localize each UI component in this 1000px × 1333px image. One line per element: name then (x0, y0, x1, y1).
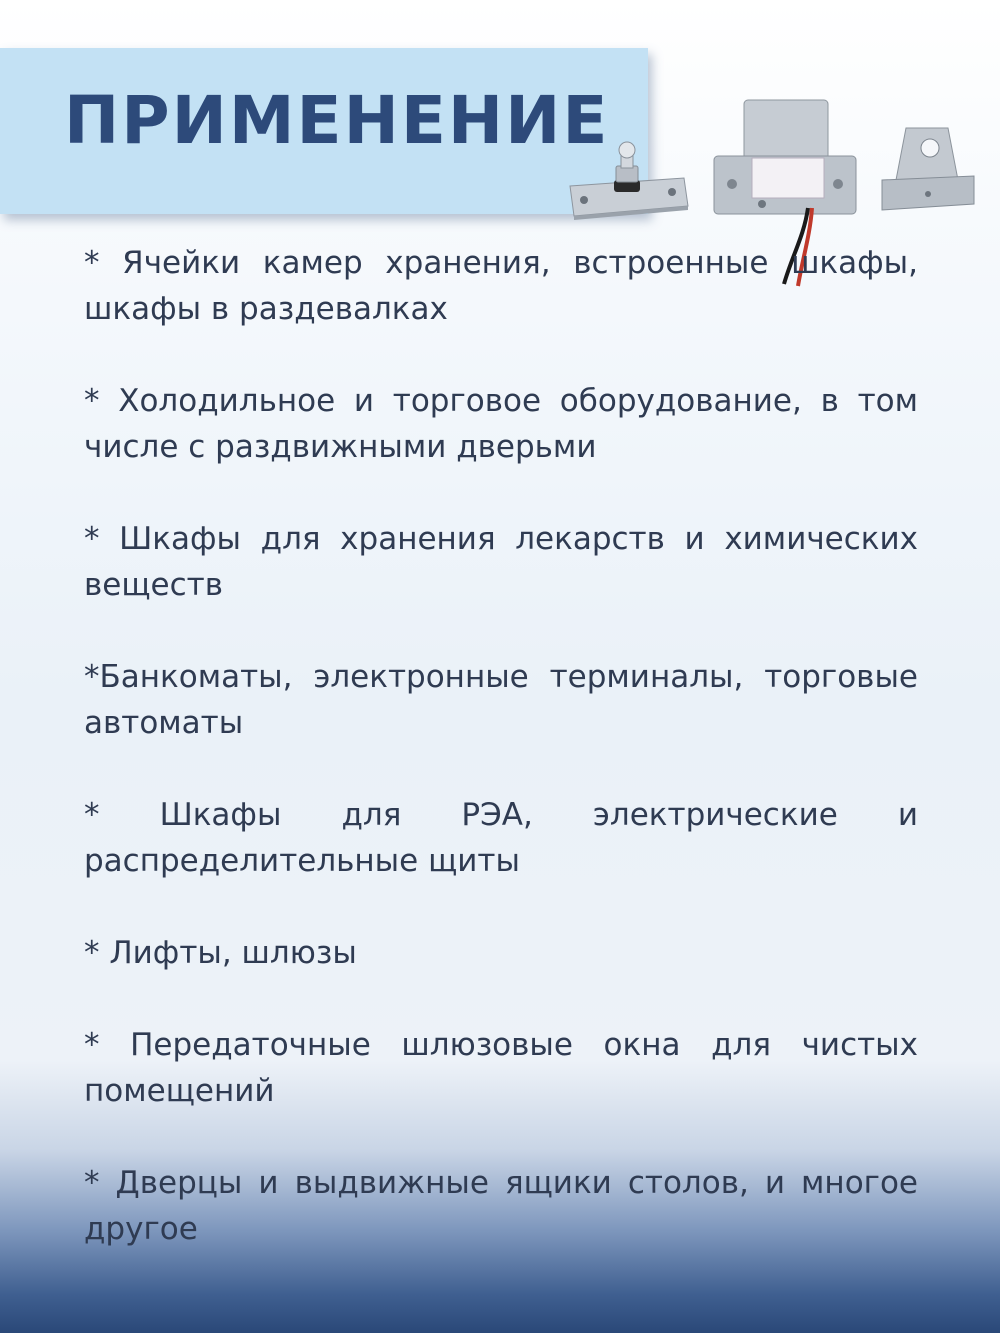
application-list (84, 240, 918, 1298)
list-item: * Передаточные шлюзовые окна для чистых помещений (84, 1027, 918, 1109)
list-item: * Холодильное и торговое оборудование, в том числе с раздвижными дверьми (84, 383, 918, 465)
list-item: *Банкоматы, электронные терминалы, торговые автоматы (84, 659, 918, 741)
pin-bracket-icon (566, 140, 690, 222)
list-item: * Ячейки камер хранения, встроенные шкафы, шкафы в раздевалках (84, 245, 918, 327)
list-item: * Шкафы для РЭА, электрические и распределительные щиты (84, 797, 918, 879)
list-item: * Дверцы и выдвижные ящики столов, и многое другое (84, 1165, 918, 1247)
list-item: * Лифты, шлюзы (84, 935, 357, 971)
page-title: ПРИМЕНЕНИЕ (64, 82, 610, 159)
angle-bracket-icon (878, 124, 978, 216)
list-item: * Шкафы для хранения лекарств и химических веществ (84, 521, 918, 603)
